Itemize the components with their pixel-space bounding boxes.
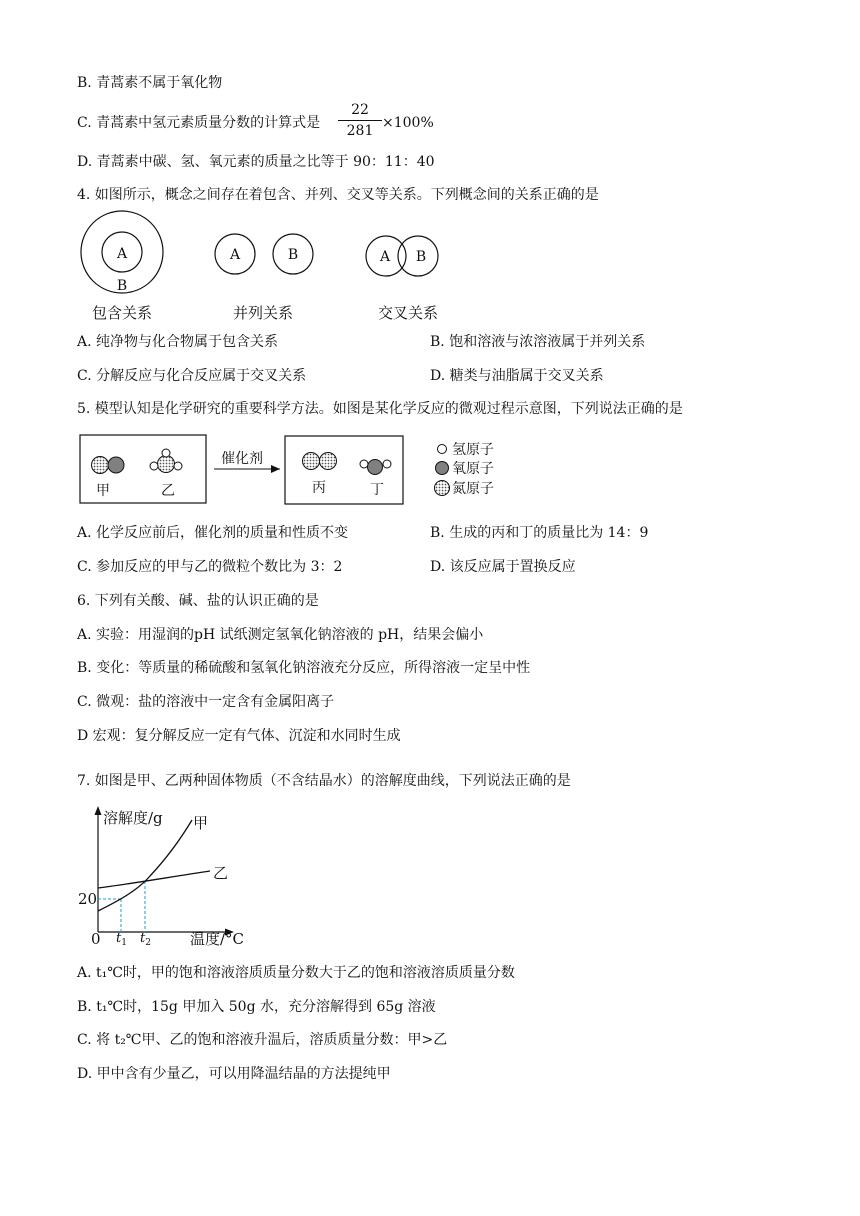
q3-option-d: D. 青蒿素中碳、氢、氧元素的质量之比等于 90：11：40 xyxy=(77,154,435,170)
label-ding: 丁 xyxy=(370,482,384,498)
containment-caption: 包含关系 xyxy=(91,304,153,322)
q5-option-b: B. 生成的丙和丁的质量比为 14：9 xyxy=(430,525,649,541)
legend-nitrogen-label: 氮原子 xyxy=(452,481,494,497)
curve-yi xyxy=(98,871,210,888)
label-bing: 丙 xyxy=(312,480,326,496)
q5-option-a: A. 化学反应前后，催化剂的质量和性质不变 xyxy=(77,525,349,541)
q7-option-b: B. t₁℃时，15g 甲加入 50g 水，充分溶解得到 65g 溶液 xyxy=(77,999,436,1015)
parallel-caption: 并列关系 xyxy=(232,304,294,322)
q7-option-d: D. 甲中含有少量乙，可以用降温结晶的方法提纯甲 xyxy=(77,1066,391,1082)
q4-option-a: A. 纯净物与化合物属于包含关系 xyxy=(77,334,279,350)
q4-stem: 4. 如图所示，概念之间存在着包含、并列、交叉等关系。下列概念间的关系正确的是 xyxy=(77,187,599,203)
parallel-label-a: A xyxy=(229,247,241,263)
intersect-caption: 交叉关系 xyxy=(377,304,439,322)
parallel-label-b: B xyxy=(287,247,299,263)
label-jia: 甲 xyxy=(96,483,110,499)
q4-option-c: C. 分解反应与化合反应属于交叉关系 xyxy=(77,368,307,384)
q3-option-c-suffix: ×100% xyxy=(382,115,434,131)
origin-label: 0 xyxy=(91,930,101,948)
q3-option-b: B. 青蒿素不属于氧化物 xyxy=(77,75,223,91)
q6-option-c: C. 微观：盐的溶液中一定含有金属阳离子 xyxy=(77,694,335,710)
q4-option-b: B. 饱和溶液与浓溶液属于并列关系 xyxy=(430,334,646,350)
q7-stem: 7. 如图是甲、乙两种固体物质（不含结晶水）的溶解度曲线，下列说法正确的是 xyxy=(77,773,571,789)
label-yi: 乙 xyxy=(161,483,175,499)
curve-label-yi: 乙 xyxy=(213,864,229,882)
containment-label-b: B xyxy=(116,278,128,294)
q4-option-d: D. 糖类与油脂属于交叉关系 xyxy=(430,368,604,384)
intersect-label-a: A xyxy=(379,249,391,265)
containment-label-a: A xyxy=(116,246,128,262)
intersect-label-b: B xyxy=(415,249,427,265)
q6-stem: 6. 下列有关酸、碱、盐的认识正确的是 xyxy=(77,593,319,609)
y-tick-20: 20 xyxy=(78,890,98,908)
legend-hydrogen-label: 氢原子 xyxy=(452,442,494,458)
q5-option-c: C. 参加反应的甲与乙的微粒个数比为 3：2 xyxy=(77,559,343,575)
q3-option-c-prefix: C. 青蒿素中氢元素质量分数的计算式是 xyxy=(77,115,321,131)
x-axis-label: 温度/°C xyxy=(190,930,245,948)
curve-label-jia: 甲 xyxy=(193,814,209,832)
q3-fraction-denominator: 281 xyxy=(346,123,374,139)
q7-option-a: A. t₁℃时，甲的饱和溶液溶质质量分数大于乙的饱和溶液溶质质量分数 xyxy=(77,965,515,981)
q6-option-a: A. 实验：用湿润的pH 试纸测定氢氧化钠溶液的 pH，结果会偏小 xyxy=(77,627,484,643)
x-tick-t2: $t_2$ xyxy=(140,931,151,948)
q5-stem: 5. 模型认知是化学研究的重要科学方法。如图是某化学反应的微观过程示意图，下列说法正确的是 xyxy=(77,401,683,417)
y-axis-arrow xyxy=(95,806,102,815)
catalyst-label: 催化剂 xyxy=(221,451,263,467)
q3-fraction-numerator: 22 xyxy=(338,101,382,121)
q6-option-d: D 宏观：复分解反应一定有气体、沉淀和水同时生成 xyxy=(77,728,401,744)
legend-oxygen-label: 氧原子 xyxy=(452,461,494,477)
x-tick-t1: $t_1$ xyxy=(116,931,127,948)
q7-option-c: C. 将 t₂℃甲、乙的饱和溶液升温后，溶质质量分数：甲>乙 xyxy=(77,1032,448,1048)
y-axis-label: 溶解度/g xyxy=(103,809,163,827)
q5-option-d: D. 该反应属于置换反应 xyxy=(430,559,576,575)
q6-option-b: B. 变化：等质量的稀硫酸和氢氧化钠溶液充分反应，所得溶液一定呈中性 xyxy=(77,660,531,676)
